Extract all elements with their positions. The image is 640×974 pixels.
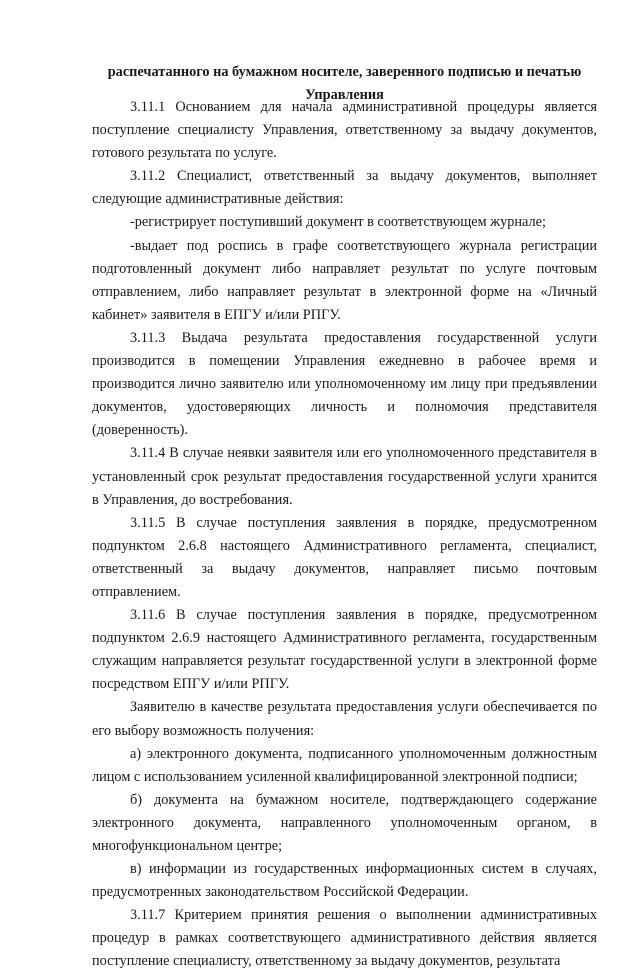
paragraph-3-11-1: 3.11.1 Основанием для начала административной процедуры является поступление специалисту Управления, ответственному за выдачу документов, готового результата по услуге. [92, 99, 597, 162]
paragraph-3-11-2: 3.11.2 Специалист, ответственный за выдачу документов, выполняет следующие административные действия: [92, 168, 597, 208]
list-item-v: в) информации из государственных информационных систем в случаях, предусмотренных законодательством Российской Федерации. [92, 861, 597, 901]
paragraph-3-11-7: 3.11.7 Критерием принятия решения о выполнении административных процедур в рамках соответствующего административного действия является поступление специалисту, ответственному за выдачу документов, результата [92, 907, 597, 970]
paragraph-3-11-5: 3.11.5 В случае поступления заявления в порядке, предусмотренном подпунктом 2.6.8 настоящего Административного регламента, специалист, ответственный за выдачу документов, направляет письмо почтовым отправлением. [92, 514, 597, 600]
list-item-b: б) документа на бумажном носителе, подтверждающего содержание электронного документа, направленного уполномоченным органом, в многофункциональном центре; [92, 791, 597, 854]
heading-line-2: Управления [305, 87, 384, 104]
paragraph-result-options: Заявителю в качестве результата предоставления услуги обеспечивается по его выбору возможность получения: [92, 699, 597, 739]
list-item-register: -регистрирует поступивший документ в соответствующем журнале; [130, 214, 546, 231]
paragraph-3-11-6: 3.11.6 В случае поступления заявления в порядке, предусмотренном подпунктом 2.6.9 настоящего Административного регламента, государственным служащим направляется результат государственной услуги в электронной форме посредством ЕПГУ и/или РПГУ. [92, 607, 597, 693]
document-body [92, 96, 597, 974]
heading-line-1: распечатанного на бумажном носителе, заверенного подписью и печатью [107, 64, 582, 80]
paragraph-3-11-4: 3.11.4 В случае неявки заявителя или его уполномоченного представителя в установленный срок результат предоставления государственной услуги хранится в Управления, до востребования. [92, 445, 597, 508]
list-item-issue: -выдает под роспись в графе соответствующего журнала регистрации подготовленный документ либо направляет результат по услуге почтовым отправлением, либо направляет результат в электронной форме на «Личный кабинет» заявителя в ЕПГУ и/или РПГУ. [92, 237, 597, 323]
paragraph-3-11-3: 3.11.3 Выдача результата предоставления государственной услуги производится в помещении Управления ежедневно в рабочее время и производится лично заявителю или уполномоченному им лицу при предъявлении документов, удостоверяющих личность и полномочия представителя (доверенность). [92, 329, 597, 439]
list-item-a: а) электронного документа, подписанного уполномоченным должностным лицом с использованием усиленной квалифицированной электронной подписи; [92, 745, 597, 785]
